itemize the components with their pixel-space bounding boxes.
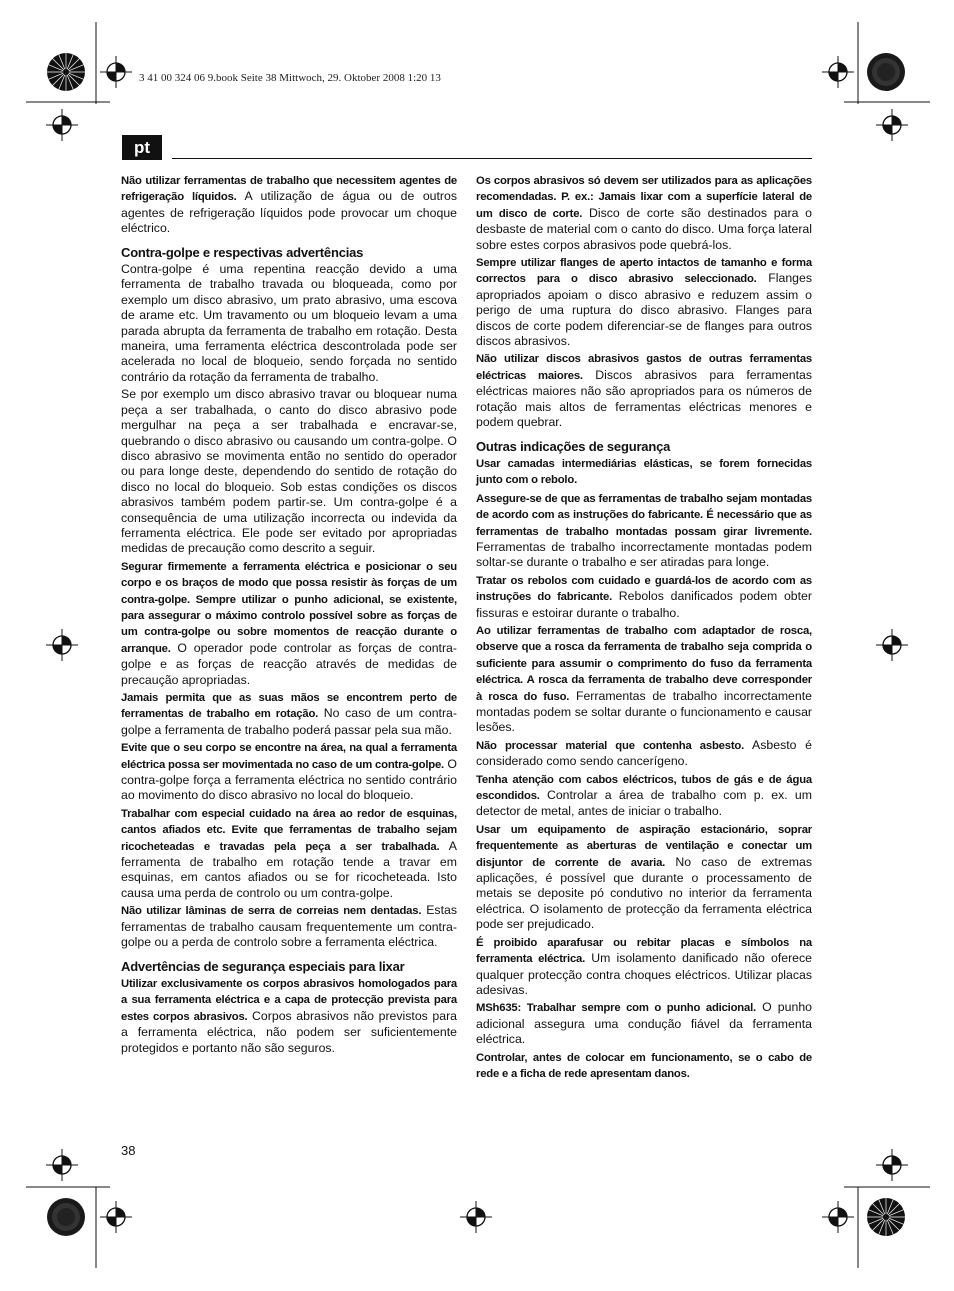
paragraph [476,351,812,430]
paragraph [476,935,812,999]
paragraph [476,1050,812,1083]
paragraph [476,1000,812,1047]
paragraph-text: A ferramenta de trabalho em rotação tende a travar em esquinas, em cantos afiados ou se for ricocheteada. Isto causa uma perda de controlo ou um contra-golpe. [121,838,457,900]
paragraph-bold: Jamais permita que as suas mãos se encontrem perto de ferramentas de trabalho em rotação. [121,692,457,721]
paragraph-bold: Utilizar exclusivamente os corpos abrasivos homologados para a sua ferramenta eléctrica e a capa de protecção prevista para estes corpos abrasivos. [121,977,457,1023]
paragraph-bold: Usar camadas intermediárias elásticas, se forem fornecidas junto com o rebolo. [476,457,812,487]
left-column [121,173,457,1058]
paragraph [476,573,812,621]
paragraph-bold: Evite que o seu corpo se encontre na área, na qual a ferramenta eléctrica possa ser movimentada no caso de um contra-golpe. [121,742,457,771]
language-tab: pt [122,135,162,160]
paragraph [476,772,812,820]
paragraph-text: Ferramentas de trabalho incorrectamente montadas podem soltar-se durante o trabalho e ser atiradas para longe. [476,539,812,570]
paragraph [121,740,457,804]
paragraph [121,690,457,738]
paragraph-text: Corpos abrasivos não previstos para a ferramenta eléctrica, não podem ser suficientemente protegidos e portanto não são seguros. [121,1008,458,1055]
paragraph-bold: Trabalhar com especial cuidado na área ao redor de esquinas, cantos afiados etc. Evite que ferramentas de trabalho sejam ricocheteadas e travadas pela peça a ser trabalhada. [121,807,457,853]
paragraph-text: Um isolamento danificado não oferece qualquer protecção contra choques eléctricos. Utilizar placas adesivas. [476,951,812,997]
paragraph-text: Estas ferramentas de trabalho causam frequentemente um contra-golpe ou a perda de controlo sobre a ferramenta eléctrica. [121,903,457,950]
paragraph-bold: Ao utilizar ferramentas de trabalho com adaptador de rosca, observe que a rosca da ferramenta de trabalho seja comprida o suficiente para assumir o comprimento do fuso da ferramenta eléctrica. A rosca da ferramenta de trabalho deve corresponder à rosca do fuso. [476,624,812,703]
paragraph [121,173,457,237]
paragraph-bold: Tratar os rebolos com cuidado e guardá-los de acordo com as instruções do fabricante. [476,574,812,604]
paragraph-bold: MSh635: Trabalhar sempre com o punho adicional. [476,1002,756,1015]
paragraph [476,255,812,349]
paragraph [476,491,812,571]
paragraph-bold: Não utilizar ferramentas de trabalho que necessitem agentes de refrigeração líquidos. [121,175,457,204]
paragraph: Se por exemplo um disco abrasivo travar ou bloquear numa peça a ser trabalhada, o canto do disco abrasivo pode mergulhar na peça a ser trabalhada e encravar-se, quebrando o disco abrasivo ou causando um contra-golpe. O disco abrasivo se movimenta então no sentido do operador ou para longe deste, dependendo do sentido de rotação do disco no local do bloqueio. Sob estas condições os discos abrasivos também podem partir-se. Um contra-golpe é a consequência de uma utilização incorrecta ou indevida da ferramenta eléctrica. Ele pode ser evitado por apropriadas medidas de precaução como descrito a seguir. [121,387,457,556]
section-heading: Contra-golpe e respectivas advertências [121,244,364,260]
paragraph-bold: Segurar firmemente a ferramenta eléctrica e posicionar o seu corpo e os braços de modo que possa resistir às forças de um contra-golpe. Sempre utilizar o punho adicional, se existente, para assegurar o máximo controlo possível sobre as forças de um contra-golpe ou sobre momentos de reacção durante o arranque. [121,560,457,655]
paragraph [121,976,457,1056]
paragraph-text: Rebolos danificados podem obter fissuras e estoirar durante o trabalho. [476,589,812,620]
paragraph [476,456,812,489]
section-heading: Outras indicações de segurança [476,438,671,454]
print-info-line: 3 41 00 324 06 9.book Seite 38 Mittwoch, 29. Oktober 2008 1:20 13 [139,72,441,84]
paragraph-bold: Assegure-se de que as ferramentas de trabalho sejam montadas de acordo com as instruções do fabricante. É necessário que as ferramentas de trabalho montadas possam girar livremente. [476,492,812,538]
paragraph [476,173,812,253]
paragraph-bold: É proibido aparafusar ou rebitar placas e símbolos na ferramenta eléctrica. [476,936,812,966]
page-number: 38 [121,1143,136,1158]
paragraph-text: No caso de extremas aplicações, é possível que durante o processamento de metais se deposite pó condutivo no interior da ferramenta eléctrica. O isolamento de protecção da ferramenta eléctrica pode ser prejudicado. [476,854,812,932]
header-rule [172,158,812,159]
paragraph-text: Disco de corte são destinados para o desbaste de material com o canto do disco. Uma força lateral sobre estes corpos abrasivos pode quebrá-los. [476,205,812,252]
paragraph-bold: Não utilizar lâminas de serra de correias nem dentadas. [121,905,422,918]
paragraph-text: O punho adicional assegura uma condução fiável da ferramenta eléctrica. [476,1000,812,1047]
paragraph-bold: Tenha atenção com cabos eléctricos, tubos de gás e de água escondidos. [476,773,812,803]
paragraph-text: Asbesto é considerado como sendo cancerígeno. [476,737,812,769]
paragraph-bold: Controlar, antes de colocar em funcionamento, se o cabo de rede e a ficha de rede apresentam danos. [476,1051,812,1080]
paragraph-text: Flanges apropriados apoiam o disco abrasivo e reduzem assim o perigo de uma ruptura do disco abrasivo. Flanges para discos de corte podem diferenciar-se de flanges para outros discos abrasivos. [476,271,812,349]
paragraph-text: A utilização de água ou de outros agentes de refrigeração líquidos pode provocar um choque eléctrico. [121,189,458,236]
paragraph-text: O contra-golpe força a ferramenta eléctrica no sentido contrário ao movimento do disco abrasivo no local do bloqueio. [121,756,458,803]
paragraph [476,738,812,770]
paragraph [476,623,812,736]
paragraph-text: Controlar a área de trabalho com p. ex. um detector de metal, antes de iniciar o trabalho. [476,788,812,819]
paragraph [121,559,457,688]
paragraph-text: No caso de um contra-golpe a ferramenta de trabalho poderá passar pela sua mão. [121,706,457,737]
paragraph [121,903,457,950]
paragraph-bold: Os corpos abrasivos só devem ser utilizados para as aplicações recomendadas. P. ex.: Jamais lixar com a superfície lateral de um disco de corte. [476,175,812,220]
paragraph-bold: Usar um equipamento de aspiração estacionário, soprar frequentemente as aberturas de ventilação e conectar um disjuntor de corrente de avaria. [476,823,812,869]
paragraph-text: O operador pode controlar as forças de contra-golpe e as forças de reacção através de medidas de precaução apropriadas. [121,640,457,687]
paragraph-text: Discos abrasivos para ferramentas eléctricas maiores não são apropriados para os números de rotação mais altos de ferramentas eléctricas menores e podem quebrar. [476,367,812,430]
paragraph [476,822,812,933]
paragraph [121,806,457,901]
paragraph-bold: Sempre utilizar flanges de aperto intactos de tamanho e forma correctos para o disco abrasivo seleccionado. [476,257,812,286]
paragraph: Contra-golpe é uma repentina reacção devido a uma ferramenta de trabalho travada ou bloqueada, como por exemplo um disco abrasivo, um prato abrasivo, uma escova de arame etc. Um travamento ou um bloqueio levam a uma parada abrupta da ferramenta de trabalho em rotação. Desta maneira, uma ferramenta eléctrica descontrolada pode ser acelerada no local de bloqueio, sendo forçada no sentido contrário da rotação da ferramenta de trabalho. [121,262,457,384]
right-column [476,173,812,1084]
paragraph-bold: Não processar material que contenha asbesto. [476,739,745,752]
section-heading: Advertências de segurança especiais para lixar [121,958,405,974]
paragraph-bold: Não utilizar discos abrasivos gastos de outras ferramentas eléctricas maiores. [476,353,812,382]
paragraph-text: Ferramentas de trabalho incorrectamente montadas podem se soltar durante o funcionamento e causar lesões. [476,688,812,735]
